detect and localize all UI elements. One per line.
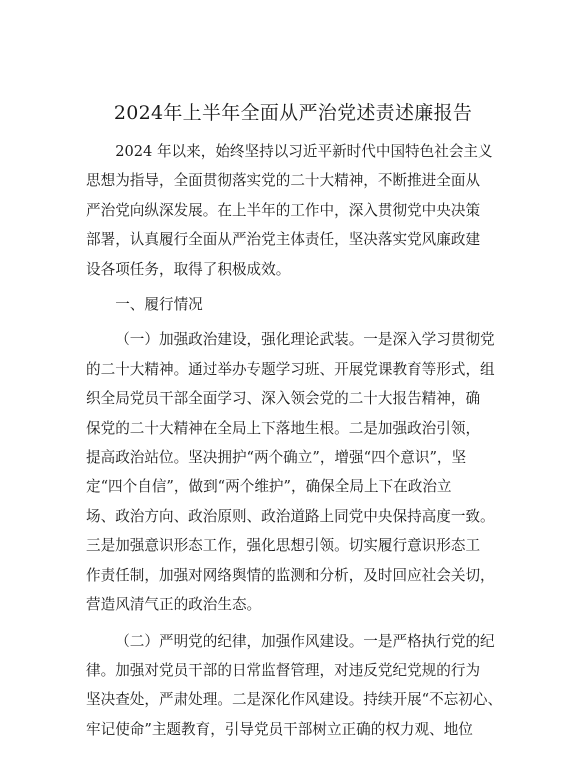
text-line: 2024 年以来，始终坚持以习近平新时代中国特色社会主义 — [115, 143, 493, 160]
text-line: 的二十大精神。通过举办专题学习班、开展党课教育等形式，组 — [86, 360, 495, 378]
text-line: （一）加强政治建设，强化理论武装。一是深入学习贯彻党 — [115, 331, 495, 349]
text-line: 牢记使命”主题教育，引导党员干部树立正确的权力观、地位 — [86, 720, 473, 738]
subsection-paragraph-1 — [86, 325, 502, 619]
text-line: 场、政治方向、政治原则、政治道路上同党中央保持高度一致。 — [86, 507, 495, 525]
text-line: 三是加强意识形态工作，强化思想引领。切实履行意识形态工 — [86, 537, 481, 555]
subsection-paragraph-2 — [86, 627, 502, 745]
text-line: 部署，认真履行全面从严治党主体责任，坚决落实党风廉政建 — [86, 231, 481, 249]
text-line: 提高政治站位。坚决拥护“两个确立”，增强“四个意识”，坚 — [86, 449, 467, 467]
text-line: 严治党向纵深发展。在上半年的工作中，深入贯彻党中央决策 — [86, 201, 481, 219]
text-line: （二）严明党的纪律，加强作风建设。一是严格执行党的纪 — [115, 632, 495, 650]
text-line: 坚决查处，严肃处理。二是深化作风建设。持续开展“不忘初心、 — [86, 691, 502, 709]
document-body — [86, 137, 502, 744]
intro-paragraph — [86, 137, 502, 284]
text-line: 思想为指导，全面贯彻落实党的二十大精神，不断推进全面从 — [86, 172, 481, 190]
text-line: 保党的二十大精神在全局上下落地生根。二是加强政治引领， — [86, 419, 481, 437]
text-line: 律。加强对党员干部的日常监督管理，对违反党纪党规的行为 — [86, 661, 481, 679]
document-title: 2024年上半年全面从严治党述责述廉报告 — [113, 102, 473, 124]
text-line: 作责任制，加强对网络舆情的监测和分析，及时回应社会关切， — [86, 566, 495, 584]
section-heading: 一、履行情况 — [115, 296, 203, 314]
text-line: 定“四个自信”，做到“两个维护”，确保全局上下在政治立 — [86, 478, 452, 496]
text-line: 设各项任务，取得了积极成效。 — [86, 260, 291, 278]
text-line: 营造风清气正的政治生态。 — [86, 596, 262, 614]
text-line: 织全局党员干部全面学习、深入领会党的二十大报告精神，确 — [86, 390, 481, 408]
